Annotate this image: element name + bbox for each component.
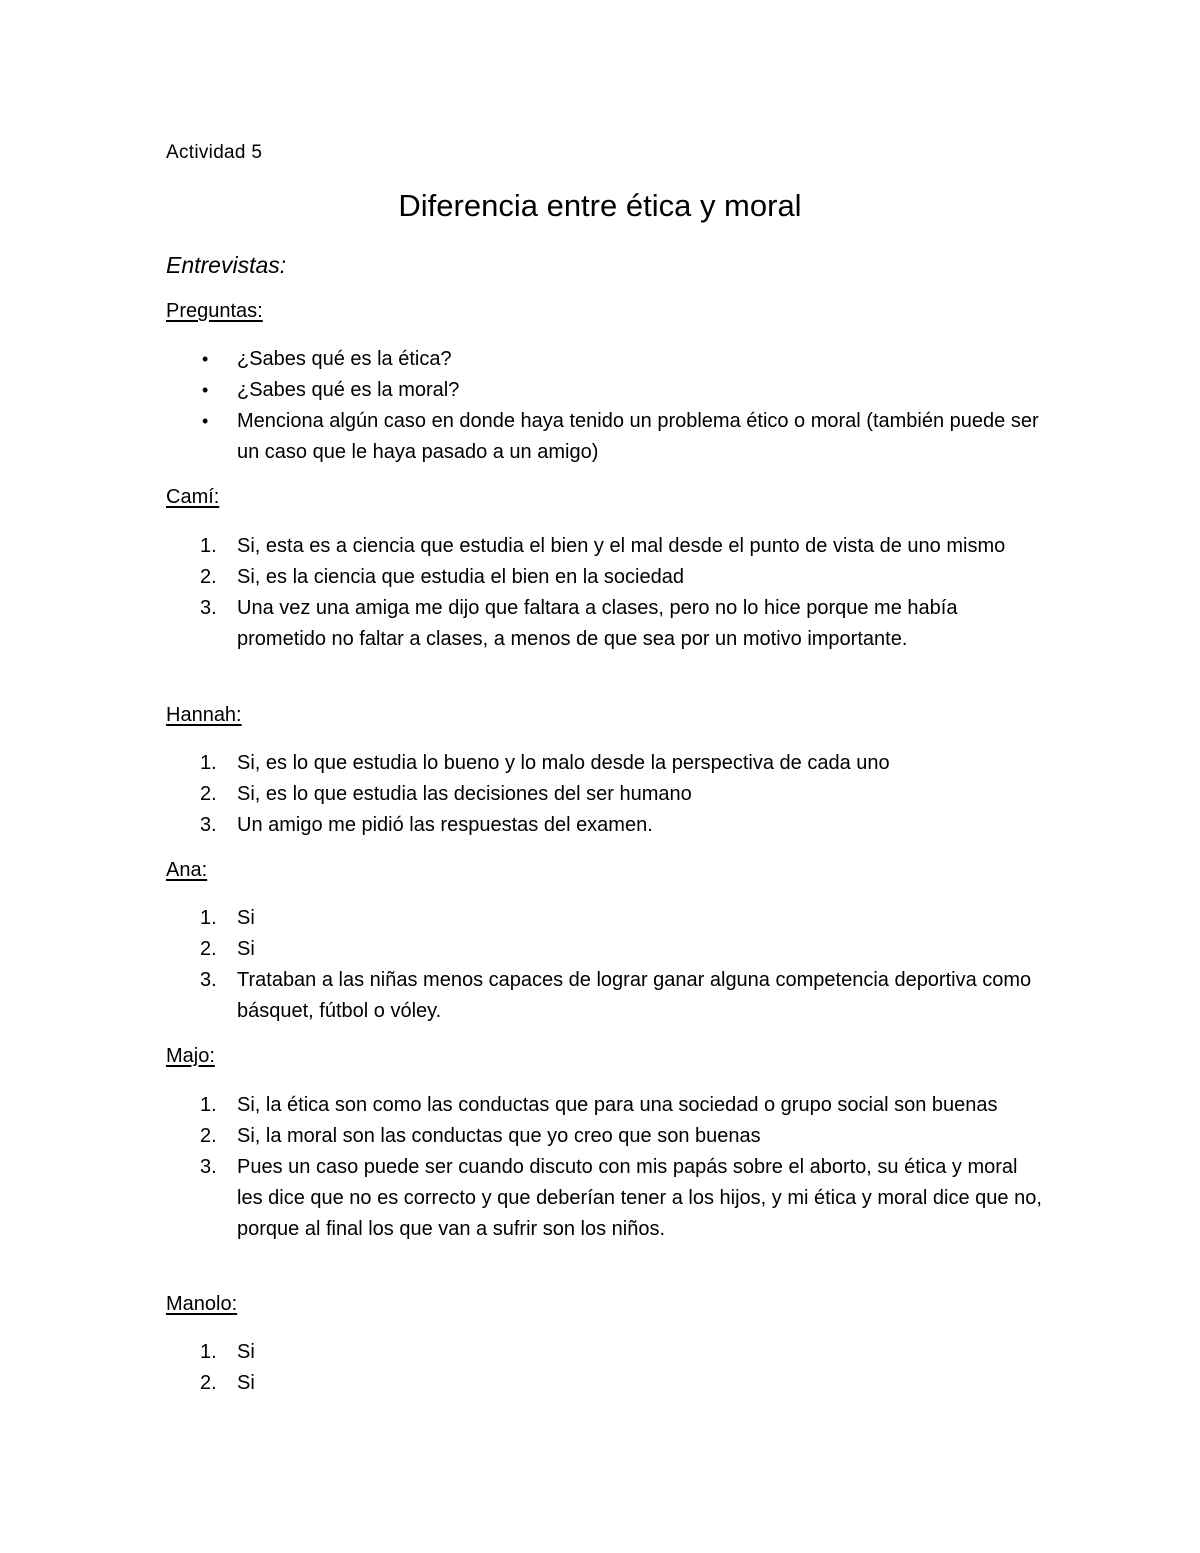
- list-item: [166, 344, 1046, 375]
- answers-list-cami: [166, 531, 1046, 655]
- number-marker: 1.: [200, 752, 217, 774]
- number-marker: 2.: [200, 938, 217, 960]
- number-marker: 1.: [200, 1341, 217, 1363]
- list-item: [166, 531, 1046, 562]
- number-marker: 2.: [200, 783, 217, 805]
- answer-text: Si: [237, 1341, 255, 1363]
- interviewee-heading-majo: Majo:: [166, 1045, 215, 1067]
- preguntas-heading: Preguntas:: [166, 300, 263, 322]
- answer-text: Si, es lo que estudia lo bueno y lo malo desde la perspectiva de cada uno: [237, 752, 890, 774]
- answers-list-majo: [166, 1090, 1046, 1245]
- answer-text: Pues un caso puede ser cuando discuto con mis papás sobre el aborto, su ética y moral les dice que no es correcto y que deberían tener a los hijos, y mi ética y moral dice que no, porque al final los que van a sufrir son los niños.: [237, 1156, 1042, 1240]
- answer-text: Trataban a las niñas menos capaces de lograr ganar alguna competencia deportiva como básquet, fútbol o vóley.: [237, 969, 1032, 1022]
- question-text: ¿Sabes qué es la moral?: [237, 379, 460, 401]
- number-marker: 3.: [200, 814, 217, 836]
- number-marker: 2.: [200, 566, 217, 588]
- answer-text: Una vez una amiga me dijo que faltara a clases, pero no lo hice porque me había prometido no faltar a clases, a menos de que sea por un motivo importante.: [237, 597, 958, 650]
- question-text: ¿Sabes qué es la ética?: [237, 348, 452, 370]
- interviewee-heading-ana: Ana:: [166, 859, 208, 881]
- list-item: [166, 934, 1046, 965]
- number-marker: 3.: [200, 1156, 217, 1178]
- interviewee-heading-cami: Camí:: [166, 486, 220, 508]
- number-marker: 3.: [200, 969, 217, 991]
- number-marker: 3.: [200, 597, 217, 619]
- answers-list-hannah: [166, 748, 1046, 841]
- list-item: [166, 1152, 1046, 1245]
- bullet-marker: •: [202, 411, 209, 431]
- list-item: [166, 593, 1046, 655]
- question-text: Menciona algún caso en donde haya tenido un problema ético o moral (también puede ser un caso que le haya pasado a un amigo): [237, 410, 1039, 463]
- list-item: [166, 562, 1046, 593]
- list-item: [166, 810, 1046, 841]
- answer-text: Un amigo me pidió las respuestas del examen.: [237, 814, 653, 836]
- list-item: [166, 903, 1046, 934]
- number-marker: 2.: [200, 1372, 217, 1394]
- answer-text: Si, es la ciencia que estudia el bien en la sociedad: [237, 566, 684, 588]
- list-item: [166, 779, 1046, 810]
- number-marker: 1.: [200, 907, 217, 929]
- document-title: Diferencia entre ética y moral: [398, 188, 802, 223]
- list-item: [166, 375, 1046, 406]
- interviewee-heading-hannah: Hannah:: [166, 704, 242, 726]
- list-item: [166, 1121, 1046, 1152]
- answer-text: Si, es lo que estudia las decisiones del ser humano: [237, 783, 692, 805]
- list-item: [166, 1090, 1046, 1121]
- answer-text: Si, la ética son como las conductas que para una sociedad o grupo social son buenas: [237, 1094, 998, 1116]
- number-marker: 2.: [200, 1125, 217, 1147]
- answer-text: Si, esta es a ciencia que estudia el bien y el mal desde el punto de vista de uno mismo: [237, 535, 1006, 557]
- answer-text: Si: [237, 1372, 255, 1394]
- list-item: [166, 748, 1046, 779]
- answer-text: Si, la moral son las conductas que yo creo que son buenas: [237, 1125, 761, 1147]
- document-subtitle: Entrevistas:: [166, 252, 287, 278]
- bullet-marker: •: [202, 380, 209, 400]
- number-marker: 1.: [200, 1094, 217, 1116]
- list-item: [166, 1368, 1046, 1399]
- answers-list-manolo: [166, 1337, 1046, 1399]
- answer-text: Si: [237, 938, 255, 960]
- number-marker: 1.: [200, 535, 217, 557]
- preguntas-list: [166, 344, 1046, 468]
- activity-label: Actividad 5: [166, 142, 263, 163]
- answer-text: Si: [237, 907, 255, 929]
- interviewee-heading-manolo: Manolo:: [166, 1293, 238, 1315]
- bullet-marker: •: [202, 349, 209, 369]
- list-item: [166, 406, 1046, 468]
- answers-list-ana: [166, 903, 1046, 1027]
- list-item: [166, 1337, 1046, 1368]
- list-item: [166, 965, 1046, 1027]
